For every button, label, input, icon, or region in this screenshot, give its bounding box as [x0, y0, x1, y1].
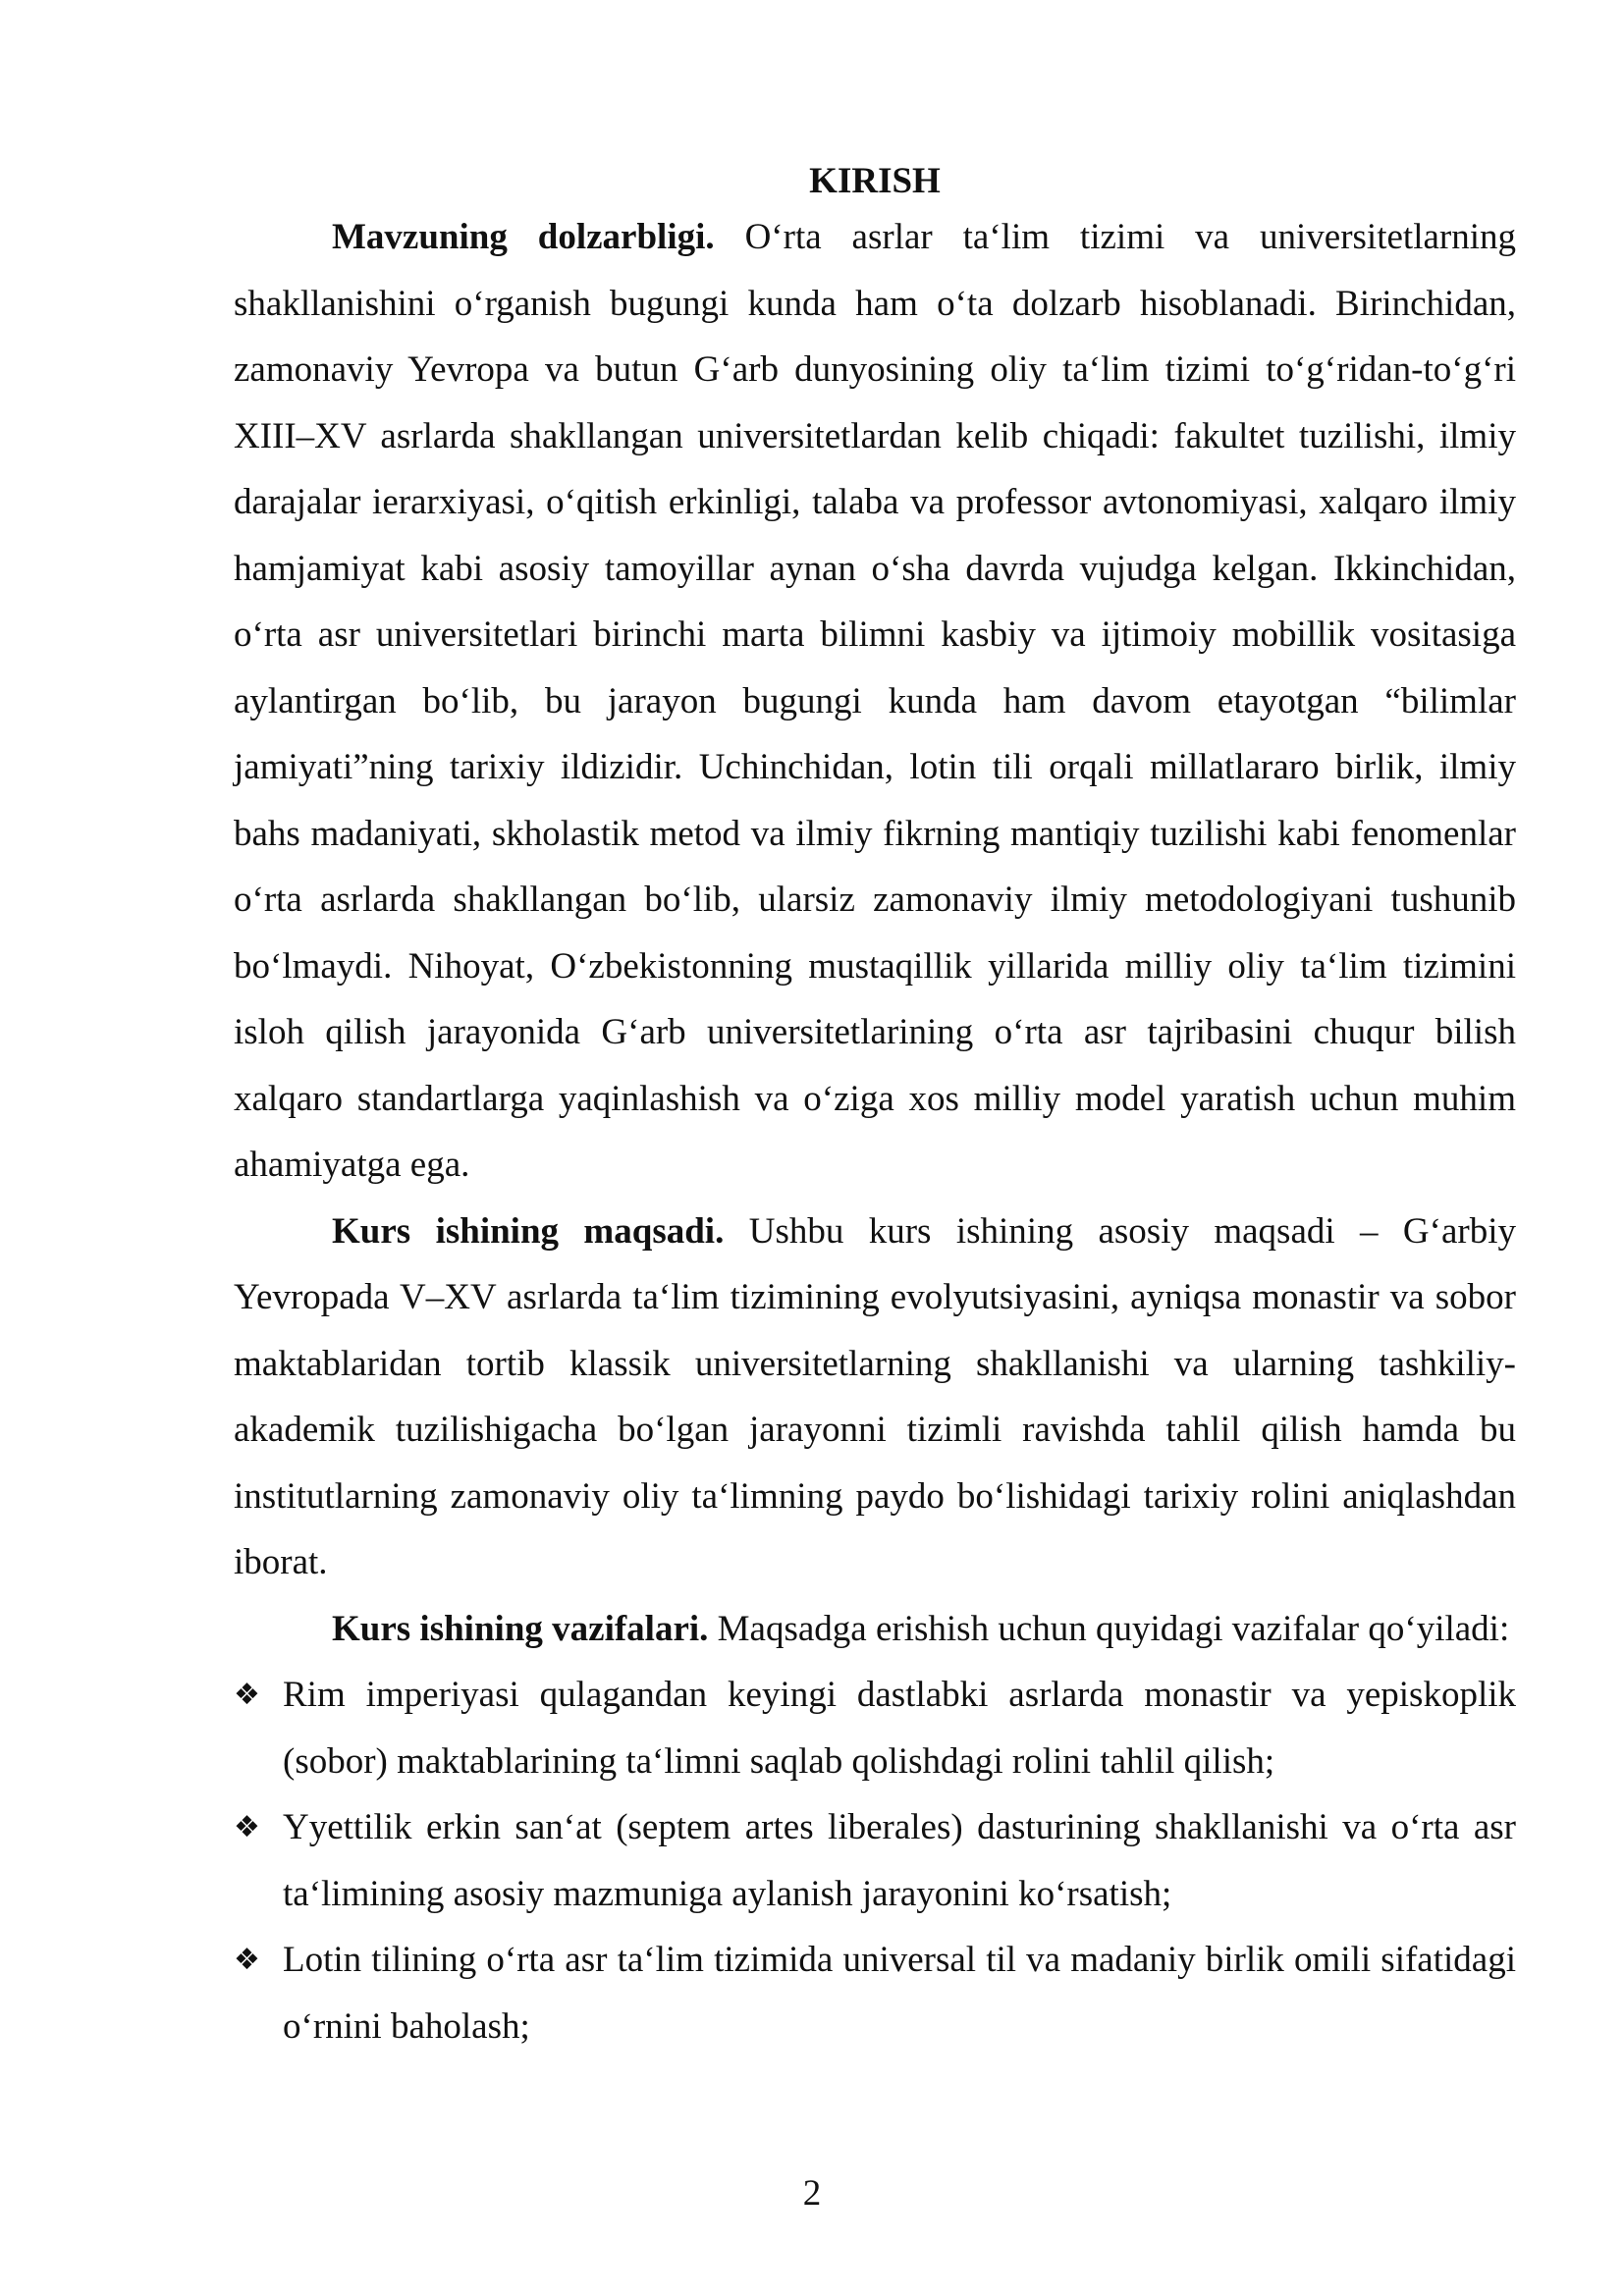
task-list: [234, 1662, 1516, 2059]
paragraph-text: O‘rta asrlar ta‘lim tizimi va universitetlarning shakllanishini o‘rganish bugungi kunda ham o‘ta dolzarb hisoblanadi. Birinchidan, zamonaviy Yevropa va butun G‘arb dunyosining oliy ta‘lim tizimi to‘g‘ridan-to‘g‘ri XIII–XV asrlarda shakllangan universitetlardan kelib chiqadi: fakultet tuzilishi, ilmiy darajalar ierarxiyasi, o‘qitish erkinligi, talaba va professor avtonomiyasi, xalqaro ilmiy hamjamiyat kabi asosiy tamoyillar aynan o‘sha davrda vujudga kelgan. Ikkinchidan, o‘rta asr universitetlari birinchi marta bilimni kasbiy va ijtimoiy mobillik vositasiga aylantirgan bo‘lib, bu jarayon bugungi kunda ham davom etayotgan “bilimlar jamiyati”ning tarixiy ildizidir. Uchinchidan, lotin tili orqali millatlararo birlik, ilmiy bahs madaniyati, skholastik metod va ilmiy fikrning mantiqiy tuzilishi kabi fenomenlar o‘rta asrlarda shakllangan bo‘lib, ularsiz zamonaviy ilmiy metodologiyani tushunib bo‘lmaydi. Nihoyat, O‘zbekistonning mustaqillik yillarida milliy oliy ta‘lim tizimini isloh qilish jarayonida G‘arb universitetlarining o‘rta asr tajribasini chuqur bilish xalqaro standartlarga yaqinlashish va o‘ziga xos milliy model yaratish uchun muhim ahamiyatga ega.: [234, 217, 1516, 1185]
list-item: [234, 1794, 1516, 1927]
diamond-bullet-icon: ❖: [234, 1810, 260, 1844]
paragraph-text: Ushbu kurs ishining asosiy maqsadi – G‘arbiy Yevropada V–XV asrlarda ta‘lim tizimining evolyutsiyasini, ayniqsa monastir va sobor maktablaridan tortib klassik universitetlarning shakllanishi va ularning tashkiliy-akademik tuzilishigacha bo‘lgan jarayonni tizimli ravishda tahlil qilish hamda bu institutlarning zamonaviy oliy ta‘limning paydo bo‘lishidagi tarixiy rolini aniqlashdan iborat.: [234, 1210, 1516, 1582]
list-item-text: Rim imperiyasi qulagandan keyingi dastlabki asrlarda monastir va yepiskoplik (sobor) maktablarining ta‘limni saqlab qolishdagi rolini tahlil qilish;: [283, 1675, 1516, 1782]
paragraph-goal: [234, 1199, 1516, 1596]
list-item: [234, 1662, 1516, 1794]
diamond-bullet-icon: ❖: [234, 1678, 260, 1712]
page-content: [234, 157, 1516, 2059]
section-heading: KIRISH: [809, 161, 941, 201]
diamond-bullet-icon: ❖: [234, 1943, 260, 1977]
list-item-text: Lotin tilining o‘rta asr ta‘lim tizimida universal til va madaniy birlik omili sifatidagi o‘rnini baholash;: [283, 1940, 1516, 2047]
paragraph-lead: Kurs ishining vazifalari.: [332, 1608, 709, 1649]
paragraph-text: Maqsadga erishish uchun quyidagi vazifalar qo‘yiladi:: [708, 1608, 1510, 1649]
paragraph-tasks-intro: [234, 1596, 1516, 1663]
paragraph-relevance: [234, 204, 1516, 1199]
paragraph-lead: Kurs ishining maqsadi.: [332, 1210, 725, 1252]
page-number: 2: [802, 2173, 822, 2214]
paragraph-lead: Mavzuning dolzarbligi.: [332, 217, 715, 257]
list-item-text: Yyettilik erkin san‘at (septem artes liberales) dasturining shakllanishi va o‘rta asr ta‘limining asosiy mazmuniga aylanish jarayonini ko‘rsatish;: [283, 1807, 1516, 1914]
list-item: [234, 1927, 1516, 2059]
